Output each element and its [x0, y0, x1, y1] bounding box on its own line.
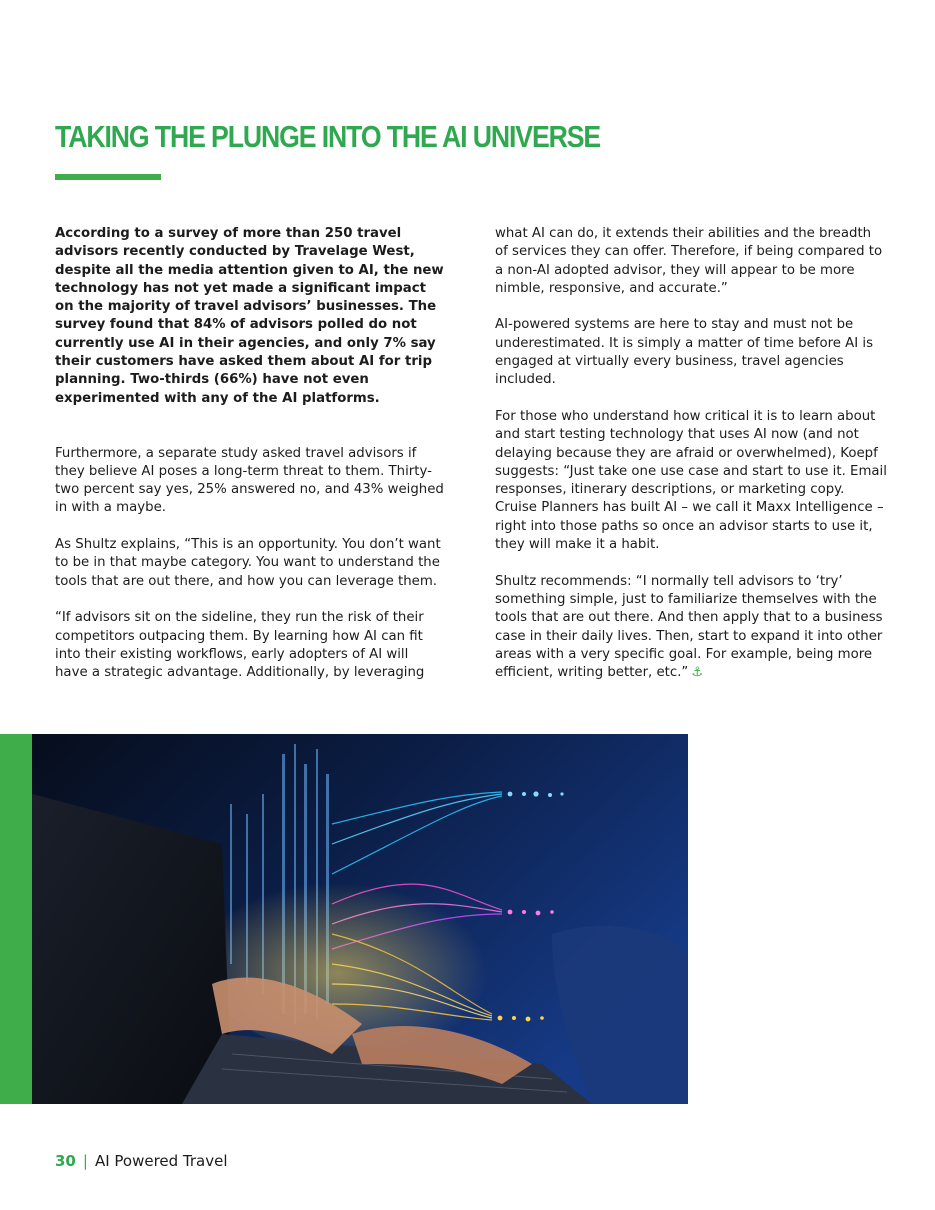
article-title: TAKING THE PLUNGE INTO THE AI UNIVERSE — [55, 119, 601, 154]
body-paragraph: As Shultz explains, “This is an opportunity. You don’t want to be in that maybe category. You want to understand the tools that are out there, and how you can leverage them. — [55, 537, 441, 589]
right-column — [495, 225, 887, 701]
anchor-icon: ⚓ — [691, 665, 703, 681]
body-paragraph: what AI can do, it extends their abilities and the breadth of services they can offer. Therefore, if being compared to a non-AI adopted advisor, they will appear to be more nimble, responsive, and accurate.” — [495, 226, 883, 296]
accent-bar — [0, 734, 32, 1104]
laptop-ai-light-streams-photo — [32, 734, 688, 1104]
photo-illustration — [32, 734, 688, 1104]
body-paragraph: For those who understand how critical it is to learn about and start testing technology that uses AI now (and not delaying because they are afraid or overwhelmed), Koepf suggests: “Just take one use case and start to use it. Email responses, itinerary descriptions, or marketing copy. Cruise Planners has built AI – we call it Maxx Intelligence – right into those paths so once an advisor starts to use it, they will make it a habit. — [495, 408, 887, 553]
body-paragraph-text: Shultz recommends: “I normally tell advisors to ‘try’ something simple, just to familiarize themselves with the tools that are out there. And then apply that to a business case in their daily lives. Then, start to expand it into other areas with a very specific goal. For example, being more efficient, writing better, etc.” — [495, 573, 883, 681]
left-column — [55, 225, 445, 701]
body-paragraph: “If advisors sit on the sideline, they run the risk of their competitors outpacing them. By learning how AI can fit into their existing workflows, early adopters of AI will have a strategic advantage. Additionally, by leveraging — [55, 610, 425, 681]
lead-paragraph: According to a survey of more than 250 travel advisors recently conducted by Travelage West, despite all the media attention given to AI, the new technology has not yet made a significant impact on the majority of travel advisors’ businesses. The survey found that 84% of advisors polled do not currently use AI in their agencies, and only 7% say their customers have asked them about AI for trip planning. Two-thirds (66%) have not even experimented with any of the AI platforms. — [55, 226, 444, 406]
body-paragraph: Furthermore, a separate study asked travel advisors if they believe AI poses a long-term threat to them. Thirty-two percent say yes, 25% answered no, and 43% weighed in with a maybe. — [55, 445, 444, 516]
publication-name: AI Powered Travel — [94, 1152, 228, 1170]
footer-separator: | — [82, 1152, 88, 1170]
title-underline — [55, 174, 161, 180]
page-footer — [55, 1151, 228, 1171]
page-number: 30 — [55, 1152, 76, 1170]
body-paragraph-last — [495, 573, 887, 683]
body-paragraph: AI-powered systems are here to stay and must not be underestimated. It is simply a matter of time before AI is engaged at virtually every business, travel agencies included. — [495, 317, 874, 388]
